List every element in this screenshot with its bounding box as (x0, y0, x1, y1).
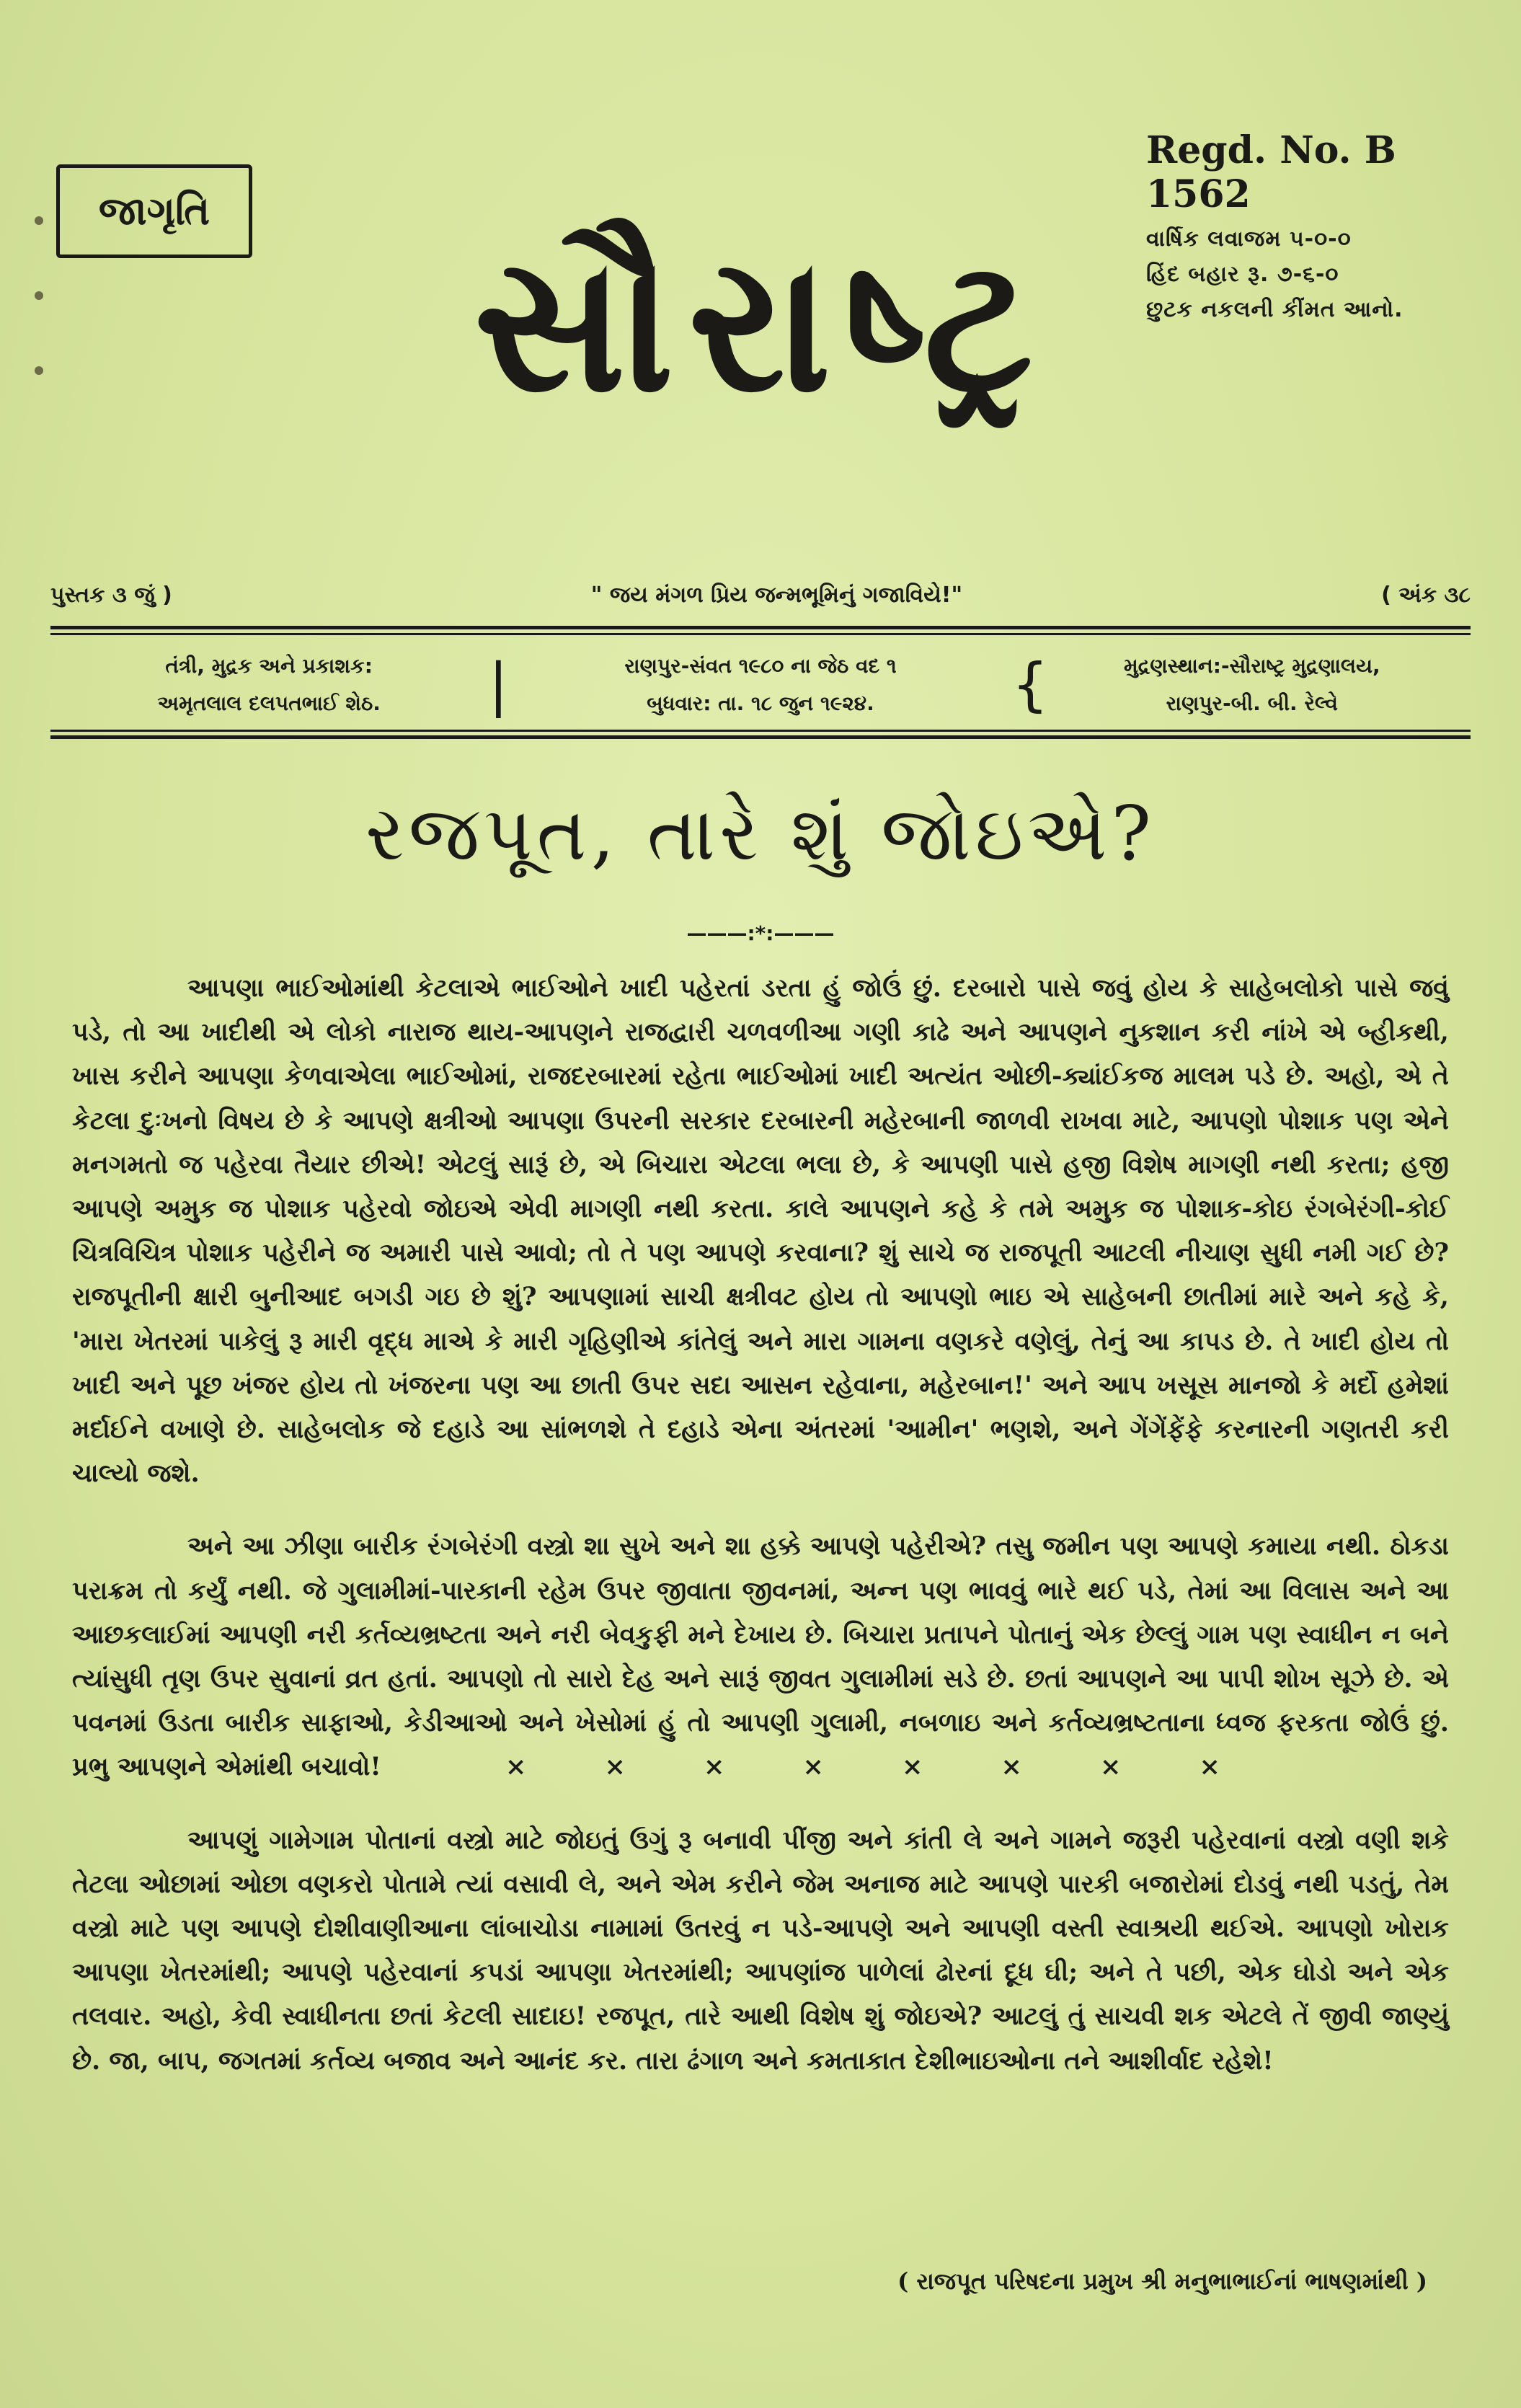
jagruti-stamp: જાગૃતિ (56, 164, 252, 258)
top-rule (50, 626, 1471, 629)
date-line-samvat: રાણપુર-સંવત ૧૯૮૦ ના જેઠ વદ ૧ (624, 654, 897, 678)
single-copy-price: છુટક નકલની કીંમત આનો. (1146, 297, 1404, 322)
bottom-rule (50, 735, 1471, 739)
bottom-rule-thin (50, 730, 1471, 732)
paragraph-2 (72, 1524, 1449, 1789)
editor-block (50, 647, 487, 722)
binding-hole (35, 216, 43, 225)
volume-motto-row (50, 577, 1471, 613)
foreign-subscription: હિંદ બહાર રૂ. ૭-૬-૦ (1146, 262, 1339, 287)
headline-divider: ———:*:——— (686, 921, 835, 945)
divider-brace: { (1011, 651, 1049, 718)
top-rule-thin (50, 633, 1471, 635)
press-block (1034, 647, 1471, 722)
press-line-place: રાણપુર-બી. બી. રેલ્વે (1166, 691, 1338, 715)
date-line-weekday: બુધવાર: તા. ૧૮ જુન ૧૯૨૪. (647, 691, 874, 715)
paragraph-2-text: અને આ ઝીણા બારીક રંગબેરંગી વસ્ત્રો શા સુખે અને શા હક્કે આપણે પહેરીએ? તસુ જમીન પણ આપણે કમાયા નથી. ઠોકડા પરાક્રમ તો કર્યું નથી. જે ગુલામીમાં-પારકાની રહેમ ઉપર જીવાતા જીવનમાં, અન્ન પણ ભાવવું ભારે થઈ પડે, તેમાં આ વિલાસ અને આ આછકલાઈમાં આપણી નરી કર્તવ્યભ્રષ્ટતા અને નરી બેવકુફી મને દેખાય છે. બિચારા પ્રતાપને પોતાનું એક છેલ્લું ગામ પણ સ્વાધીન ન બને ત્યાંસુધી તૃણ ઉપર સુવાનાં વ્રત હતાં. આપણો તો સારો દેહ અને સારૂં જીવત ગુલામીમાં સડે છે. છતાં આપણને આ પાપી શોખ સૂઝે છે. એ પવનમાં ઉડતા બારીક સાફાઓ, કેડીઆઓ અને ખેસોમાં હું તો આપણી ગુલામી, નબળાઇ અને કર્તવ્યભ્રષ્ટતાના ધ્વજ ફરકતા જોઉં છું. પ્રભુ આપણને એમાંથી બચાવો! (72, 1531, 1449, 1782)
editor-name: અમૃતલાલ દલપતભાઈ શેઠ. (157, 691, 381, 715)
publication-info (50, 645, 1471, 725)
volume-number: પુસ્તક ૩ જું ) (50, 582, 172, 608)
issue-number: ( અંક ૩૮ (1381, 582, 1471, 608)
paragraph-1: આપણા ભાઈઓમાંથી કેટલાએ ભાઈઓને ખાદી પહેરતાં ડરતા હું જોઉં છું. દરબારો પાસે જવું હોય કે સાહેબલોકો પાસે જવું પડે, તો આ ખાદીથી એ લોકો નારાજ થાય-આપણને રાજદ્વારી ચળવળીઆ ગણી કાઢે અને આપણને નુકશાન કરી નાંખે એ બ્હીકથી, ખાસ કરીને આપણા કેળવાએલા ભાઈઓમાં, રાજદરબારમાં રહેતા ભાઈઓમાં ખાદી અત્યંત ઓછી-ક્યાંઈકજ માલમ પડે છે. અહો, એ તે કેટલા દુઃખનો વિષય છે કે આપણે ક્ષત્રીઓ આપણા ઉપરની સરકાર દરબારની મહેરબાની જાળવી રાખવા માટે, આપણો પોશાક પણ એને મનગમતો જ પહેરવા તૈયાર છીએ! એટલું સારૂં છે, એ બિચારા એટલા ભલા છે, કે આપણી પાસે હજી વિશેષ માગણી નથી કરતા; હજી આપણે અમુક જ પોશાક પહેરવો જોઇએ એવી માગણી નથી કરતા. કાલે આપણને કહે કે તમે અમુક જ પોશાક-કોઇ રંગબેરંગી-કોઈ ચિત્રવિચિત્ર પોશાક પહેરીને જ અમારી પાસે આવો; તો તે પણ આપણે કરવાના? શું સાચે જ રાજપૂતી આટલી નીચાણ સુધી નમી ગઈ છે? રાજપૂતીની ક્ષારી બુનીઆદ બગડી ગઇ છે શું? આપણામાં સાચી ક્ષત્રીવટ હોય તો આપણો ભાઇ એ સાહેબની છાતીમાં મારે અને કહે કે, 'મારા ખેતરમાં પાકેલું રૂ મારી વૃદ્ધ માએ કે મારી ગૃહિણીએ કાંતેલું અને મારા ગામના વણકરે વણેલું, તેનું આ કાપડ છે. તે ખાદી હોય તો ખાદી અને પૂછ ખંજર હોય તો ખંજરના પણ આ છાતી ઉપર સદા આસન રહેવાના, મહેરબાન!' અને આપ ખસૂસ માનજો કે મર્દો હમેશાં મર્દાઈને વખાણે છે. સાહેબલોક જે દહાડે આ સાંભળશે તે દહાડે એના અંતરમાં 'આમીન' ભણશે, અને ગેંગેંફેંફે કરનારની ગણતરી કરી ચાલ્યો જશે. (72, 973, 1449, 1489)
masthead-title: સૌરાષ્ટ્ર (474, 214, 1047, 434)
divider-brace: | (488, 651, 508, 718)
paragraph-3: આપણું ગામેગામ પોતાનાં વસ્ત્રો માટે જોઇતું ઉગું રૂ બનાવી પીંજી અને કાંતી લે અને ગામને જરૂરી પહેરવાનાં વસ્ત્રો વણી શકે તેટલા ઓછામાં ઓછા વણકરો પોતામે ત્યાં વસાવી લે, અને એમ કરીને જેમ અનાજ માટે આપણે પારકી બજારોમાં દોડવું નથી પડતું, તેમ વસ્ત્રો માટે પણ આપણે દોશીવાણીઆના લાંબાચોડા નામામાં ઉતરવું ન પડે-આપણે અને આપણી વસ્તી સ્વાશ્રયી થઈએ. આપણો ખોરાક આપણા ખેતરમાંથી; આપણે પહેરવાનાં કપડાં આપણા ખેતરમાંથી; આપણાંજ પાળેલાં ઢોરનાં દૂધ ઘી; અને તે પછી, એક ઘોડો અને એક તલવાર. અહો, કેવી સ્વાધીનતા છતાં કેટલી સાદાઇ! રજપૂત, તારે આથી વિશેષ શું જોઇએ? આટલું તું સાચવી શક એટલે તેં જીવી જાણ્યું છે. જા, બાપ, જગતમાં કર્તવ્ય બજાવ અને આનંદ કર. તારા ઢંગાળ અને કમતાકાત દેશીભાઇઓના તને આશીર્વાદ રહેશે! (72, 1825, 1449, 2076)
article-body (72, 966, 1449, 2112)
speech-credit: ( રાજપૂત પરિષદના પ્રમુખ શ્રી મનુભાભાઈનાં ભાષણમાંથી ) (897, 2267, 1427, 2295)
press-line-name: મુદ્રણસ્થાન:-સૌરાષ્ટ્ર મુદ્રણાલય, (1123, 654, 1380, 678)
article-headline: રજપૂત, તારે શું જોઇએ? (365, 789, 1156, 877)
annual-subscription: વાર્ષિક લવાજમ ૫-૦-૦ (1146, 226, 1352, 252)
motto: " જય મંગળ પ્રિય જન્મભૂમિનું ગજાવિયે!" (590, 582, 963, 608)
editor-label: તંત્રી, મુદ્રક અને પ્રકાશક: (165, 654, 373, 678)
registration-number: Regd. No. B 1562 (1146, 128, 1396, 216)
separator-crosses: × × × × × × × × (505, 1752, 1220, 1782)
date-block (509, 647, 1011, 722)
